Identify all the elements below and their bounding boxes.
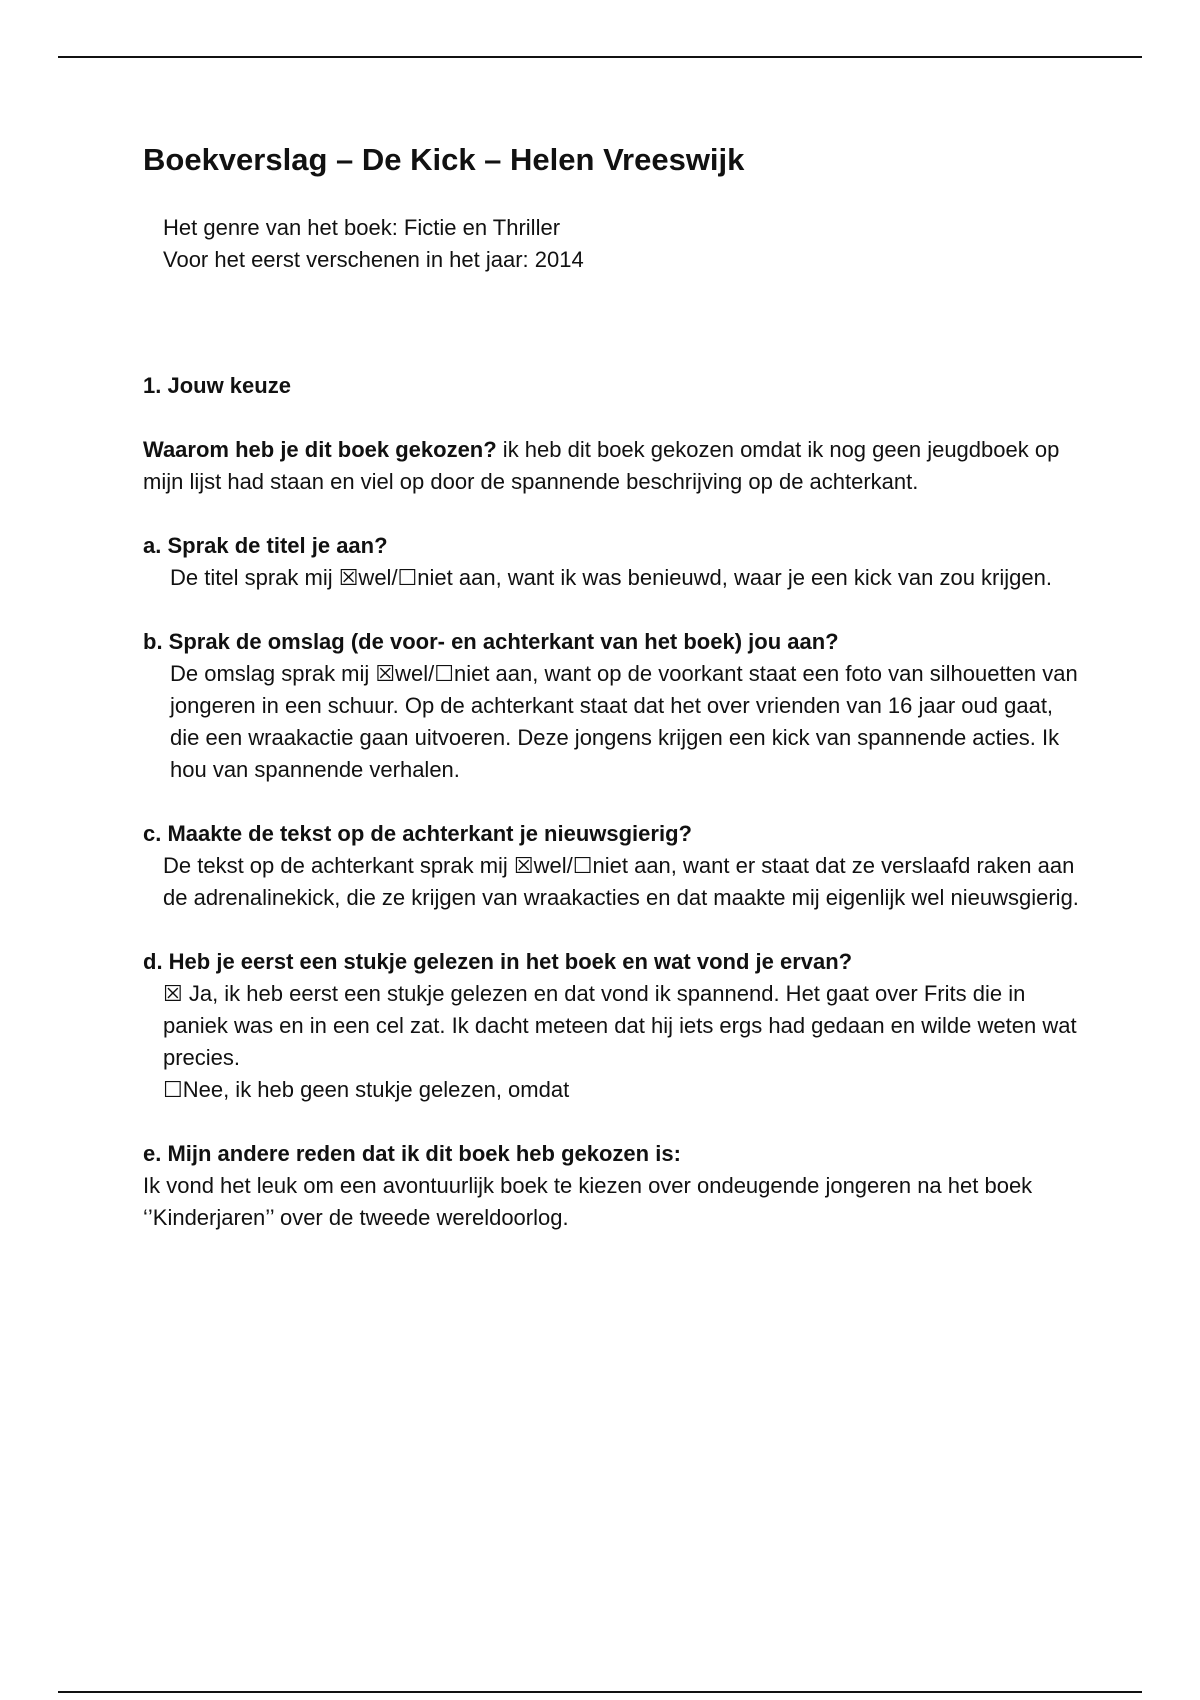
document-body [143, 138, 1083, 1234]
answer-a: De titel sprak mij ☒wel/☐niet aan, want ik was benieuwd, waar je een kick van zou krijgen. [170, 565, 1052, 590]
why-answer: ik heb dit boek gekozen omdat ik nog geen jeugdboek op mijn lijst had staan en viel op door de spannende beschrijving op de achterkant. [143, 437, 1060, 494]
answer-d-no: ☐Nee, ik heb geen stukje gelezen, omdat [163, 1077, 570, 1102]
book-meta [143, 212, 1083, 276]
why-question: Waarom heb je dit boek gekozen? [143, 437, 497, 462]
question-c-block [143, 818, 1083, 914]
question-d: d. Heb je eerst een stukje gelezen in het boek en wat vond je ervan? [143, 949, 853, 974]
genre-line: Het genre van het boek: Fictie en Thriller [163, 215, 561, 240]
answer-d-yes: ☒ Ja, ik heb eerst een stukje gelezen en dat vond ik spannend. Het gaat over Frits die in paniek was en in een cel zat. Ik dacht meteen dat hij iets ergs had gedaan en wilde weten wat precies. [163, 981, 1077, 1070]
answer-c: De tekst op de achterkant sprak mij ☒wel/☐niet aan, want er staat dat ze verslaafd raken aan de adrenalinekick, die ze krijgen van wraakacties en dat maakte mij eigenlijk wel nieuwsgierig. [163, 853, 1079, 910]
why-paragraph [143, 434, 1083, 498]
question-b-block [143, 626, 1083, 786]
answer-e: Ik vond het leuk om een avontuurlijk boek te kiezen over ondeugende jongeren na het boek ‘’Kinderjaren’’ over de tweede wereldoorlog. [143, 1173, 1033, 1230]
question-a: a. Sprak de titel je aan? [143, 533, 388, 558]
section-heading: 1. Jouw keuze [143, 373, 291, 398]
question-c: c. Maakte de tekst op de achterkant je nieuwsgierig? [143, 821, 692, 846]
question-b: b. Sprak de omslag (de voor- en achterkant van het boek) jou aan? [143, 629, 839, 654]
year-line: Voor het eerst verschenen in het jaar: 2014 [163, 247, 584, 272]
why-block [143, 434, 1083, 498]
bottom-rule [58, 1691, 1142, 1693]
page-title: Boekverslag – De Kick – Helen Vreeswijk [143, 142, 745, 177]
question-a-block [143, 530, 1083, 594]
question-d-block [143, 946, 1083, 1106]
question-e-block [143, 1138, 1083, 1234]
answer-b: De omslag sprak mij ☒wel/☐niet aan, want op de voorkant staat een foto van silhouetten van jongeren in een schuur. Op de achterkant staat dat het over vrienden van 16 jaar oud gaat, die een wraakactie gaan uitvoeren. Deze jongens krijgen een kick van spannende acties. Ik hou van spannende verhalen. [170, 661, 1078, 782]
question-e: e. Mijn andere reden dat ik dit boek heb gekozen is: [143, 1141, 681, 1166]
top-rule [58, 56, 1142, 58]
